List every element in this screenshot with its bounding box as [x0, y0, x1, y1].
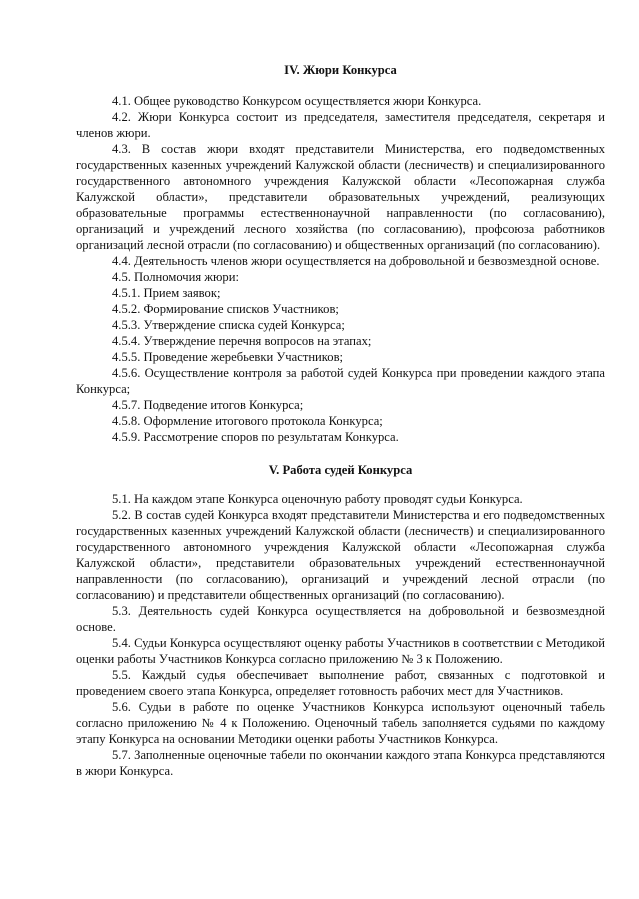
list-item-4-5-8: 4.5.8. Оформление итогового протокола Конкурса;: [112, 414, 383, 428]
list-item-4-5-4: 4.5.4. Утверждение перечня вопросов на этапах;: [112, 334, 372, 348]
paragraph-5-5: 5.5. Каждый судья обеспечивает выполнение работ, связанных с подготовкой и проведением своего этапа Конкурса, определяет готовность рабочих мест для Участников.: [76, 668, 605, 698]
paragraph-5-6: 5.6. Судьи в работе по оценке Участников Конкурса используют оценочный табель согласно приложению № 4 к Положению. Оценочный табель заполняется судьями по каждому этапу Конкурса на основании Методики оценки работы Участников Конкурса.: [76, 700, 605, 746]
paragraph-4-5: 4.5. Полномочия жюри:: [112, 270, 239, 284]
paragraph-5-2: 5.2. В состав судей Конкурса входят представители Министерства и его подведомственных государственных казенных учреждений Калужской области (лесничеств) и специализированного государственного автономного учреждения Калужской области «Лесопожарная служба Калужской области», представители образовательных учреждений естественнонаучной направленности (по согласованию), организаций и учреждений лесной отрасли (по согласованию) и представители общественных организаций (по согласованию).: [76, 508, 605, 602]
paragraph-4-4: 4.4. Деятельность членов жюри осуществляется на добровольной и безвозмездной основе.: [112, 254, 600, 268]
list-item-4-5-7: 4.5.7. Подведение итогов Конкурса;: [112, 398, 304, 412]
section-4-title: IV. Жюри Конкурса: [284, 63, 397, 77]
list-item-4-5-2: 4.5.2. Формирование списков Участников;: [112, 302, 339, 316]
paragraph-4-2: 4.2. Жюри Конкурса состоит из председателя, заместителя председателя, секретаря и членов жюри.: [76, 110, 605, 140]
paragraph-4-1: 4.1. Общее руководство Конкурсом осуществляется жюри Конкурса.: [112, 94, 482, 108]
paragraph-5-7: 5.7. Заполненные оценочные табели по окончании каждого этапа Конкурса представляются в жюри Конкурса.: [76, 748, 605, 778]
paragraph-5-4: 5.4. Судьи Конкурса осуществляют оценку работы Участников в соответствии с Методикой оценки работы Участников Конкурса согласно приложению № 3 к Положению.: [76, 636, 605, 666]
list-item-4-5-6: 4.5.6. Осуществление контроля за работой судей Конкурса при проведении каждого этапа Конкурса;: [76, 366, 605, 396]
list-item-4-5-5: 4.5.5. Проведение жеребьевки Участников;: [112, 350, 344, 364]
paragraph-5-3: 5.3. Деятельность судей Конкурса осуществляется на добровольной и безвозмездной основе.: [76, 604, 605, 634]
paragraph-5-1: 5.1. На каждом этапе Конкурса оценочную работу проводят судьи Конкурса.: [112, 492, 523, 506]
paragraph-4-3: 4.3. В состав жюри входят представители Министерства, его подведомственных государственных казенных учреждений Калужской области (лесничеств) и специализированного государственного автономного учреждения Калужской области «Лесопожарная служба Калужской области», представители образовательных учреждений, реализующих образовательные программы естественнонаучной направленности (по согласованию), организаций и учреждений лесного хозяйства (по согласованию), профсоюза работников организаций лесной отрасли (по согласованию) и общественных организаций (по согласованию).: [76, 142, 605, 252]
list-item-4-5-9: 4.5.9. Рассмотрение споров по результатам Конкурса.: [112, 430, 399, 444]
list-item-4-5-3: 4.5.3. Утверждение списка судей Конкурса;: [112, 318, 345, 332]
section-5-title: V. Работа судей Конкурса: [268, 463, 413, 477]
list-item-4-5-1: 4.5.1. Прием заявок;: [112, 286, 221, 300]
